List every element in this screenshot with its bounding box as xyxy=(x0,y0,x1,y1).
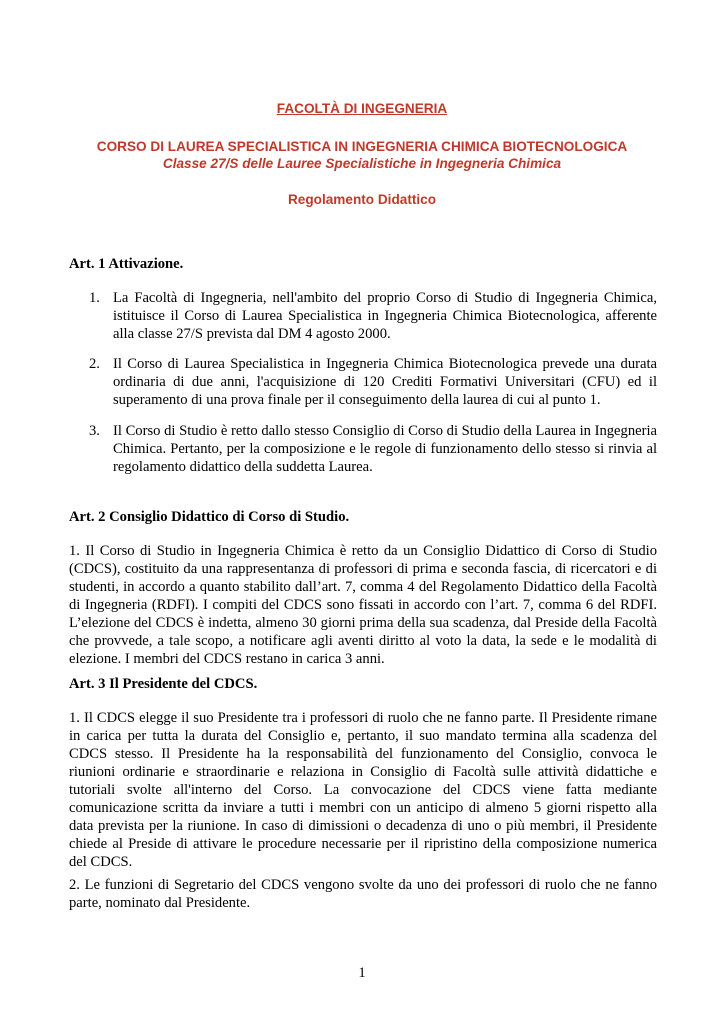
art1-item-1 xyxy=(69,289,657,343)
course-heading: CORSO DI LAUREA SPECIALISTICA IN INGEGNERIA CHIMICA BIOTECNOLOGICA xyxy=(96,139,628,154)
art3-paragraph-1: 1. Il CDCS elegge il suo Presidente tra i professori di ruolo che ne fanno parte. Il Presidente rimane in carica per tutta la durata del Consiglio e, pertanto, il suo mandato termina alla scadenza del CDCS stesso. Il Presidente ha la responsabilità del funzionamento del Consiglio, convoca le riunioni ordinarie e straordinarie e relaziona in Consiglio di Facoltà sulle attività didattiche e tutoriali svolte all'interno del Corso. La convocazione del CDCS viene fatta mediante comunicazione scritta da inviare a tutti i membri con un anticipo di almeno 5 giorni rispetto alla data prevista per la riunione. In caso di dimissioni o decadenza di uno o più membri, il Presidente chiede al Preside di attivare le procedure necessarie per il ripristino della composizione numerica del CDCS. xyxy=(69,710,657,870)
art2-title: Art. 2 Consiglio Didattico di Corso di Studio. xyxy=(69,509,350,525)
regulation-heading: Regolamento Didattico xyxy=(287,192,437,207)
art3-paragraph-2: 2. Le funzioni di Segretario del CDCS vengono svolte da uno dei professori di ruolo che ne fanno parte, nominato dal Presidente. xyxy=(69,877,657,911)
item-number: 3. xyxy=(89,423,100,439)
art1-item-3 xyxy=(69,422,657,476)
art3-title: Art. 3 Il Presidente del CDCS. xyxy=(69,676,258,692)
faculty-heading: FACOLTÀ DI INGEGNERIA xyxy=(276,101,448,116)
item-number: 1. xyxy=(89,290,100,306)
class-subheading: Classe 27/S delle Lauree Specialistiche in Ingegneria Chimica xyxy=(162,156,562,171)
art1-item-2 xyxy=(69,355,657,409)
item-text: Il Corso di Laurea Specialistica in Ingegneria Chimica Biotecnologica prevede una durata ordinaria di due anni, l'acquisizione di 120 Crediti Formativi Universitari (CFU) ed il superamento di una prova finale per il conseguimento della laurea di cui al punto 1. xyxy=(113,356,657,408)
item-text: Il Corso di Studio è retto dallo stesso Consiglio di Corso di Studio della Laurea in Ingegneria Chimica. Pertanto, per la composizione e le regole di funzionamento dello stesso si rinvia al regolamento didattico della suddetta Laurea. xyxy=(113,423,657,475)
item-number: 2. xyxy=(89,356,100,372)
art1-title: Art. 1 Attivazione. xyxy=(69,256,184,272)
item-text: La Facoltà di Ingegneria, nell'ambito del proprio Corso di Studio di Ingegneria Chimica, istituisce il Corso di Laurea Specialistica in Ingegneria Chimica Biotecnologica, afferente alla classe 27/S prevista dal DM 4 agosto 2000. xyxy=(113,290,657,342)
art2-paragraph-1: 1. Il Corso di Studio in Ingegneria Chimica è retto da un Consiglio Didattico di Corso di Studio (CDCS), costituito da una rappresentanza di professori di prima e seconda fascia, di ricercatori e di studenti, in accordo a quanto stabilito dall’art. 7, comma 4 del Regolamento Didattico della Facoltà di Ingegneria (RDFI). I compiti del CDCS sono fissati in accordo con l’art. 7, comma 6 del RDFI. L’elezione del CDCS è indetta, almeno 30 giorni prima della sua scadenza, dal Preside della Facoltà che provvede, a tale scopo, a notificare agli aventi diritto al voto la data, la sede e le modalità di elezione. I membri del CDCS restano in carica 3 anni. xyxy=(69,543,657,667)
page-number: 1 xyxy=(358,965,366,981)
